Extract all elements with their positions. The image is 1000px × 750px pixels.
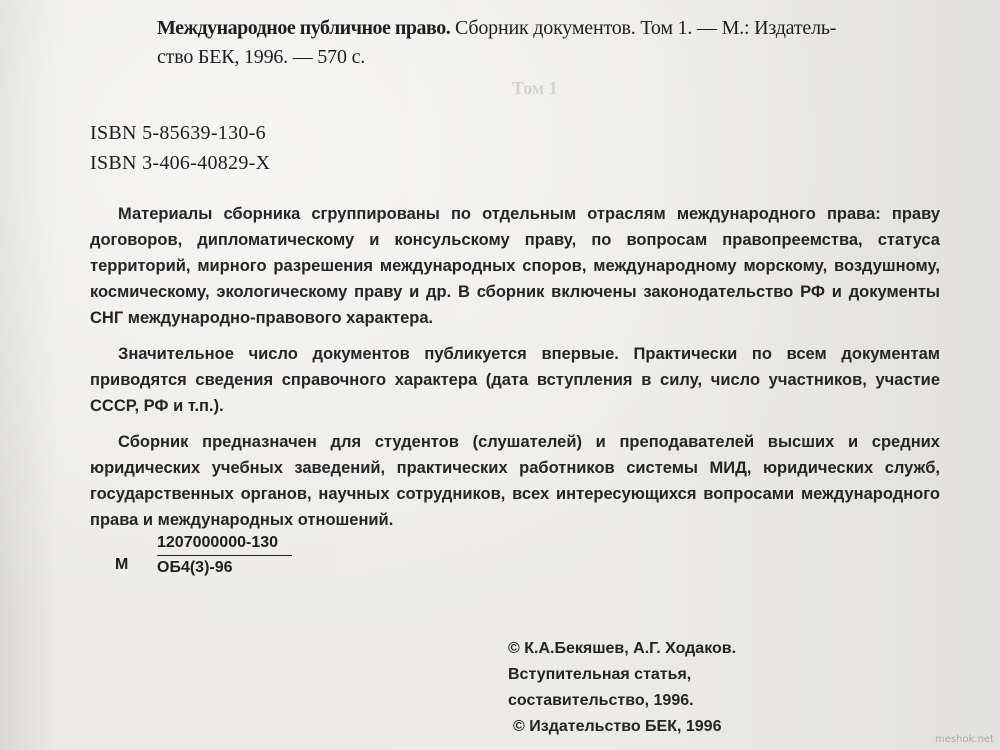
copyright-line: © Издательство БЕК, 1996 <box>513 718 722 735</box>
abstract-paragraph: Сборник предназначен для студентов (слушателей) и преподавателей высших и средних юридических учебных заведений, практических работников системы МИД, юридических служб, государственных органов, научных сотрудников, всех интересующихся вопросами международного права и международных отношений. <box>90 433 940 529</box>
watermark: meshok.net <box>935 734 994 745</box>
abstract <box>90 201 940 543</box>
code-denominator: ОБ4(3)-96 <box>157 559 233 576</box>
book-title: Международное публичное право. <box>157 17 451 39</box>
biblio-publisher: ство БЕК, 1996. — 570 с. <box>157 46 366 68</box>
copyright-line: © К.А.Бекяшев, А.Г. Ходаков. <box>508 640 737 657</box>
abstract-paragraph: Материалы сборника сгруппированы по отдельным отраслям международного права: праву договоров, дипломатическому и консульскому праву, по вопросам правопреемства, статуса территорий, мирного разрешения международных споров, международному морскому, воздушному, космическому, экологическому праву и др. В сборник включены законодательство РФ и документы СНГ международно-правового характера. <box>90 205 940 327</box>
bibliographic-entry <box>157 14 947 72</box>
copyright-block <box>508 636 736 740</box>
code-numerator: 1207000000-130 <box>157 534 292 556</box>
isbn-line: ISBN 5-85639-130-6 <box>90 122 266 144</box>
copyright-line: составительство, 1996. <box>508 692 694 709</box>
code-fraction <box>157 534 292 577</box>
bleed-through-text: Том 1 <box>512 78 558 98</box>
isbn-line: ISBN 3-406-40829-X <box>90 152 271 174</box>
copyright-line: Вступительная статья, <box>508 666 692 683</box>
code-letter: М <box>115 556 129 573</box>
biblio-details: Сборник документов. Том 1. — М.: Издатель- <box>455 17 837 39</box>
abstract-paragraph: Значительное число документов публикуется впервые. Практически по всем документам приводятся сведения справочного характера (дата вступления в силу, число участников, участие СССР, РФ и т.п.). <box>90 345 940 415</box>
